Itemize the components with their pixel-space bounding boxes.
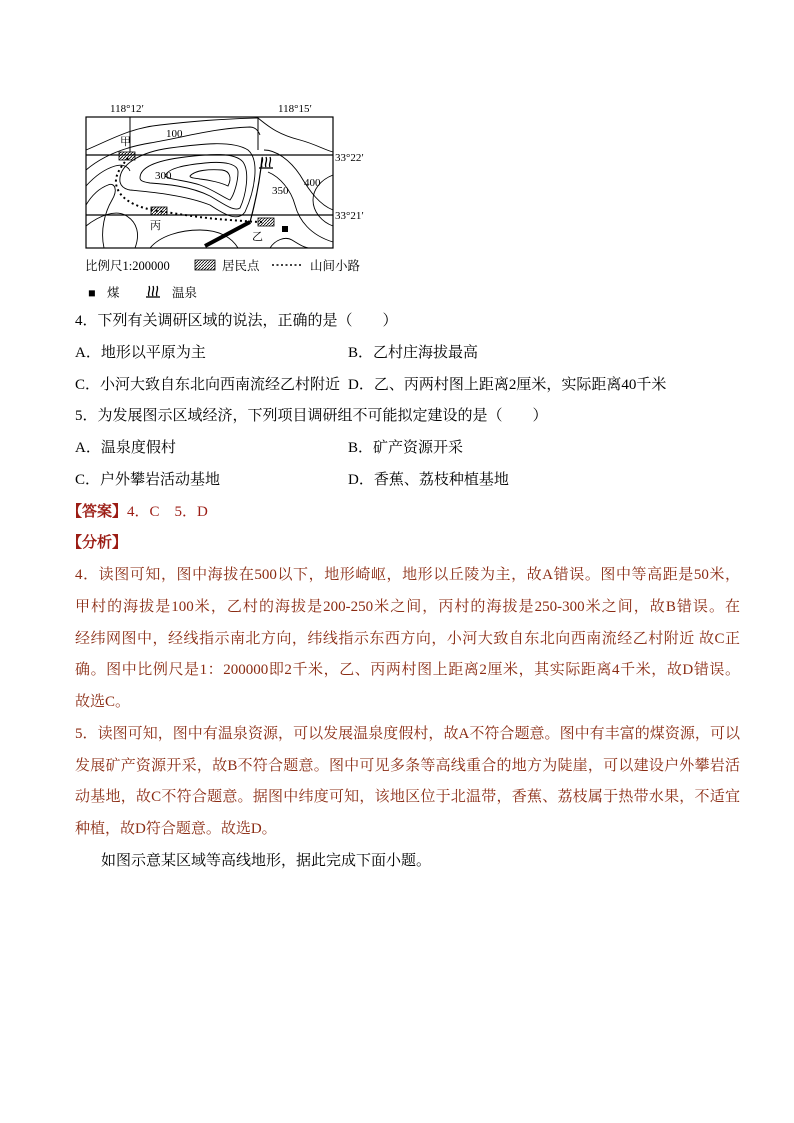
- contour-line: [86, 184, 115, 248]
- hot-spring-stroke: [269, 157, 270, 167]
- hot-spring-stroke: [148, 286, 149, 296]
- settlement-icon: [119, 152, 135, 160]
- question-5-option-a: A．温泉度假村: [75, 440, 176, 456]
- question-5-option-c: C．户外攀岩活动基地: [75, 471, 221, 488]
- contour-map-figure: [0, 0, 400, 305]
- question-5-stem: 5．为发展图示区域经济，下列项目调研组不可能拟定建设的是（ ）: [75, 408, 548, 425]
- analysis-line: 故选C。: [75, 694, 131, 710]
- question-4-option-d: D．乙、丙两村图上距离2厘米，实际距离40千米: [348, 376, 667, 393]
- question-5-option-b: B．矿产资源开采: [348, 440, 464, 456]
- analysis-tag-line: [67, 528, 740, 560]
- legend-settlement: 居民点: [222, 259, 260, 273]
- coal-icon: ■: [88, 286, 96, 300]
- longitude-label-west: 118°12′: [110, 103, 144, 115]
- question-4-option-b: B．乙村庄海拔最高: [348, 344, 479, 361]
- text-flow: [67, 306, 740, 878]
- contour-label: 100: [166, 128, 183, 140]
- question-4-options-row: [75, 370, 740, 402]
- contour-line: [258, 118, 333, 152]
- settlement-icon: [195, 260, 215, 270]
- question-5-options-row: [75, 465, 740, 497]
- contour-line: [270, 238, 310, 248]
- village-label-jia: 甲: [120, 136, 131, 148]
- settlement-icon: [151, 207, 167, 215]
- next-question-intro: 如图示意某区域等高线地形，据此完成下面小题。: [101, 852, 432, 869]
- analysis-line: 经纬网图中，经线指示南北方向，纬线指示东西方向，小河大致自东北向西南流经乙村附近 故C正: [75, 630, 740, 647]
- question-4-stem: 4．下列有关调研区域的说法，正确的是（ ）: [75, 313, 398, 329]
- contour-line: [86, 213, 138, 248]
- longitude-label-east: 118°15′: [278, 103, 312, 115]
- analysis-line: 甲村的海拔是100米，乙村的海拔是200-250米之间，丙村的海拔是250-300米之间，故B错误。在: [75, 598, 740, 615]
- analysis-tag: 【分析】: [67, 535, 128, 552]
- mountain-path: [116, 158, 262, 222]
- contour-line: [268, 172, 333, 242]
- legend-hot-spring: 温泉: [172, 286, 198, 300]
- coal-icon: [282, 226, 288, 232]
- latitude-label-north: 33°22′: [335, 152, 364, 164]
- contour-line: [264, 150, 333, 210]
- answer-text: 4．C 5．D: [127, 503, 208, 520]
- contour-label: 300: [155, 170, 172, 182]
- question-4-option-a: A．地形以平原为主: [75, 344, 206, 361]
- contour-line: [150, 230, 238, 248]
- hot-spring-stroke: [156, 286, 157, 296]
- river-channel-line: [205, 222, 250, 246]
- question-4-option-c: C．小河大致自东北向西南流经乙村附近: [75, 376, 341, 393]
- contour-label: 350: [272, 185, 289, 197]
- analysis-line: 动基地，故C不符合题意。据图中纬度可知，该地区位于北温带，香蕉、荔枝属于热带水果，不适宜: [75, 789, 740, 806]
- hot-spring-stroke: [265, 157, 266, 167]
- legend-mountain-path: 山间小路: [310, 259, 361, 273]
- analysis-line: 确。图中比例尺是1：200000即2千米，乙、丙两村图上距离2厘米，其实际距离4千米，故D错误。: [75, 662, 740, 679]
- analysis-line: 5．读图可知，图中有温泉资源，可以发展温泉度假村，故A不符合题意。图中有丰富的煤资源，可以: [75, 725, 740, 742]
- latitude-label-south: 33°21′: [335, 210, 364, 222]
- hot-spring-stroke: [152, 286, 153, 296]
- village-label-bing: 丙: [150, 220, 161, 232]
- question-5-options-row: [75, 433, 740, 465]
- legend-scale: 比例尺1:200000: [85, 259, 170, 273]
- question-4-options-row: [75, 338, 740, 370]
- legend-coal: 煤: [107, 286, 120, 300]
- question-5-option-d: D．香蕉、荔枝种植基地: [348, 471, 509, 488]
- analysis-line: 4．读图可知，图中海拔在500以下，地形崎岖，地形以丘陵为主，故A错误。图中等高距是50米，: [75, 567, 740, 583]
- answer-tag: 【答案】: [67, 503, 128, 520]
- contour-line: [165, 162, 238, 200]
- analysis-line: 发展矿产资源开采，故B不符合题意。图中可见多条等高线重合的地方为陡崖，可以建设户外攀岩活: [75, 757, 740, 774]
- hot-spring-icon: [146, 286, 160, 297]
- answer-line: [67, 497, 740, 529]
- settlement-icon: [258, 218, 274, 226]
- village-label-yi: 乙: [252, 231, 263, 243]
- contour-label: 400: [304, 177, 321, 189]
- analysis-line: 种植，故D符合题意。故选D。: [75, 821, 277, 837]
